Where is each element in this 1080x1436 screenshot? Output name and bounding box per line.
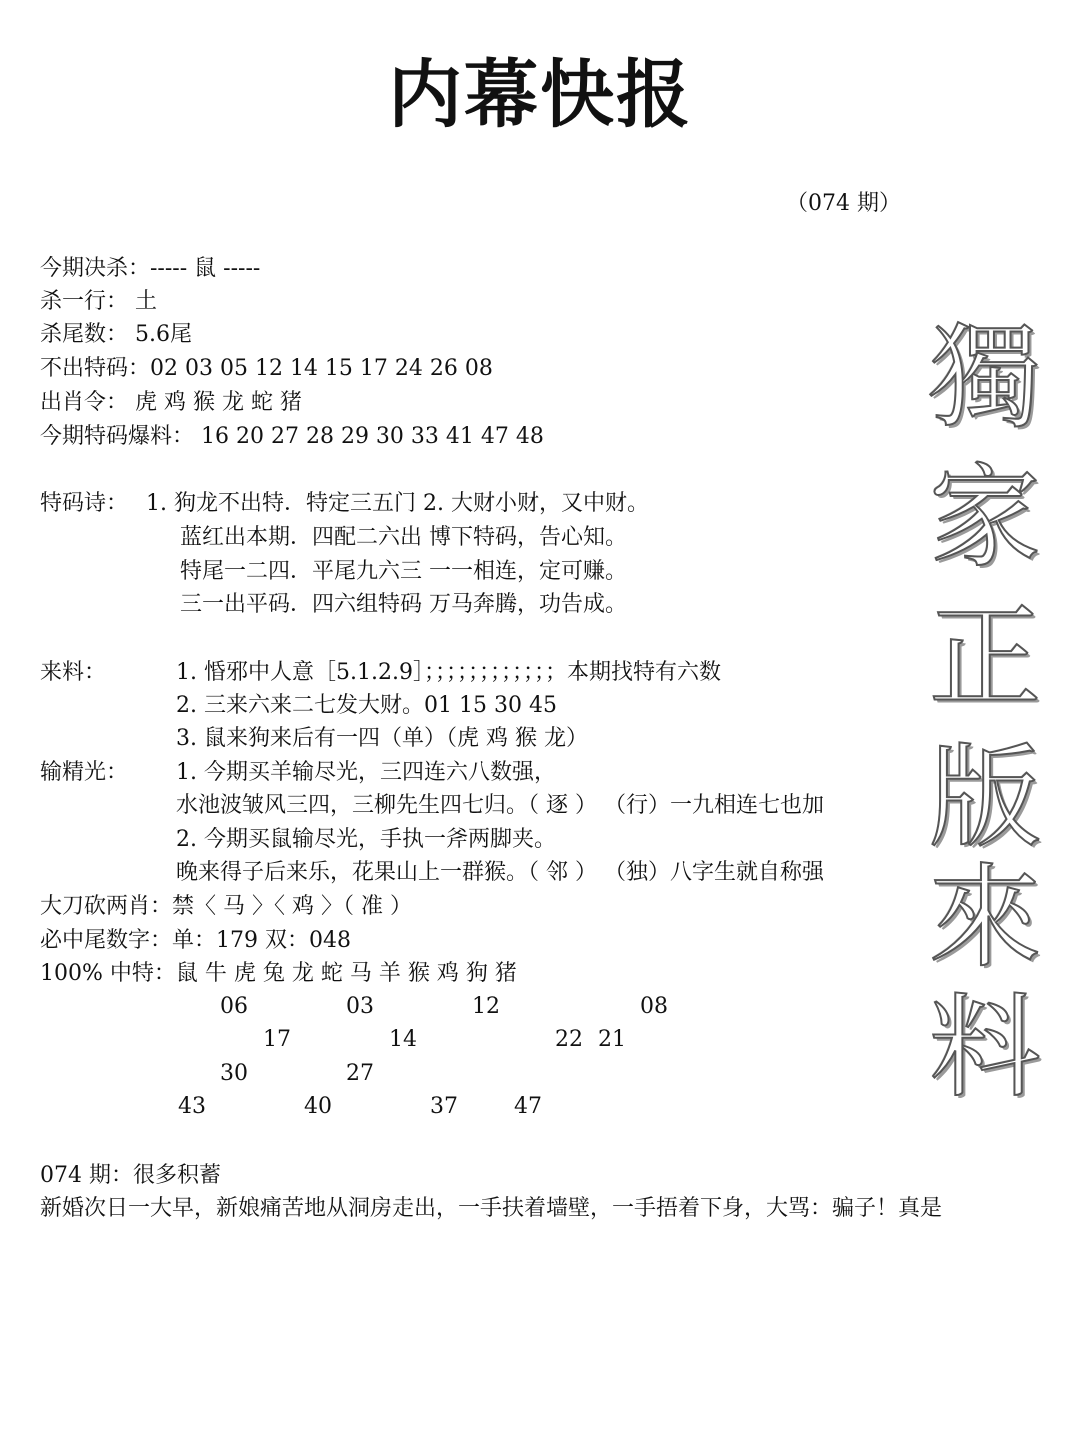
grid-number: 47: [514, 1094, 542, 1119]
grid-number: 27: [346, 1061, 374, 1086]
watermark-char: 料: [929, 983, 1041, 1113]
watermark-char: 獨: [929, 313, 1041, 443]
grid-number: 21: [598, 1027, 626, 1052]
grid-number: 03: [346, 994, 374, 1019]
page-title: 内幕快报: [388, 52, 692, 138]
watermark-char: 正: [929, 593, 1041, 723]
joke-text: 新婚次日一大早，新娘痛苦地从洞房走出，一手扶着墙壁，一手捂着下身，大骂：骗子！真是: [40, 1196, 943, 1221]
poem-line: 三一出平码．四六组特码 万马奔腾，功告成。: [180, 592, 627, 617]
shujing-line: 晚来得子后来乐，花果山上一群猴。（ 邻 ） （独）八字生就自称强: [176, 860, 824, 885]
info-line-tail: 杀尾数： 5.6尾: [40, 322, 192, 347]
laiiao-line: 1. 惛邪中人意［5.1.2.9］；；；；；；；；；；；；本期找特有六数: [176, 660, 721, 685]
shujing-line: 2. 今期买鼠输尽光，手执一斧两脚夹。: [176, 827, 556, 852]
shujing-line: 水池波皱风三四，三柳先生四七归。（ 逐 ） （行）一九相连七也加: [176, 793, 824, 818]
info-line-element: 杀一行： 土: [40, 289, 157, 314]
grid-number: 06: [220, 994, 248, 1019]
laiiao-label: 来料：: [40, 660, 107, 685]
bizhong-line: 必中尾数字：单：179 双：048: [40, 928, 351, 953]
info-line-no-special: 不出特码：02 03 05 12 14 15 17 24 26 08: [40, 356, 493, 381]
zhongte-line: 100% 中特：鼠 牛 虎 兔 龙 蛇 马 羊 猴 鸡 狗 猪: [40, 961, 517, 986]
grid-number: 08: [640, 994, 668, 1019]
watermark-char: 版: [929, 733, 1041, 863]
joke-title: 074 期：很多积蓄: [40, 1163, 221, 1188]
laiiao-line: 2. 三来六来二七发大财。01 15 30 45: [176, 693, 557, 718]
poem-line: 特尾一二四．平尾九六三 一一相连，定可赚。: [180, 559, 627, 584]
info-line-zodiac: 出肖令： 虎 鸡 猴 龙 蛇 猪: [40, 390, 302, 415]
grid-number: 30: [220, 1061, 248, 1086]
poem-line: 蓝红出本期．四配二六出 博下特码，告心知。: [180, 525, 627, 550]
dadao-line: 大刀砍两肖：禁〈 马 〉〈 鸡 〉（ 准 ）: [40, 894, 412, 919]
grid-number: 22: [555, 1027, 583, 1052]
shujing-line: 1. 今期买羊输尽光，三四连六八数强，: [176, 760, 556, 785]
grid-number: 12: [472, 994, 500, 1019]
issue-number: （074 期）: [786, 191, 901, 216]
info-line-hot-numbers: 今期特码爆料： 16 20 27 28 29 30 33 41 47 48: [40, 424, 544, 449]
shujing-label: 输精光：: [40, 760, 129, 785]
grid-number: 37: [430, 1094, 458, 1119]
grid-number: 43: [178, 1094, 206, 1119]
laiiao-line: 3. 鼠来狗来后有一四（单）（虎 鸡 猴 龙）: [176, 726, 588, 751]
watermark-char: 來: [929, 853, 1041, 983]
watermark-char: 家: [929, 453, 1041, 583]
poem-label: 特码诗：: [40, 491, 129, 516]
grid-number: 17: [263, 1027, 291, 1052]
info-line-kill: 今期决杀：----- 鼠 -----: [40, 256, 261, 281]
grid-number: 14: [389, 1027, 417, 1052]
poem-line: 1. 狗龙不出特．特定三五门 2. 大财小财，又中财。: [146, 491, 649, 516]
grid-number: 40: [304, 1094, 332, 1119]
